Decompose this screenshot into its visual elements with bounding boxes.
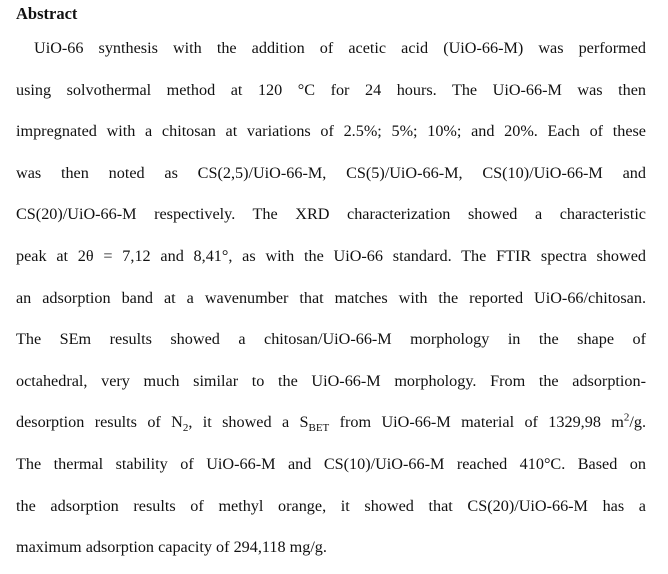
abstract-line: The SEm results showed a chitosan/UiO-66-M morphology in the shape of [16,330,646,349]
abstract-line: peak at 2θ = 7,12 and 8,41°, as with the UiO-66 standard. The FTIR spectra showed [16,246,646,265]
abstract-line: was then noted as CS(2,5)/UiO-66-M, CS(5)/UiO-66-M, CS(10)/UiO-66-M and [16,163,646,182]
abstract-line: using solvothermal method at 120 °C for 24 hours. The UiO-66-M was then [16,80,646,99]
line-text: desorption results of N [16,413,183,432]
abstract-body [16,28,658,569]
abstract-line: CS(20)/UiO-66-M respectively. The XRD characterization showed a characteristic [16,205,646,224]
abstract-line: impregnated with a chitosan at variations of 2.5%; 5%; 10%; and 20%. Each of these [16,122,646,141]
abstract-line: octahedral, very much similar to the UiO-66-M morphology. From the adsorption- [16,371,646,390]
line-text: , it showed a S [188,413,309,432]
abstract-line: The thermal stability of UiO-66-M and CS(10)/UiO-66-M reached 410°C. Based on [16,454,646,473]
subscript-bet: BET [308,422,330,435]
abstract-line: maximum adsorption capacity of 294,118 mg/g. [16,538,327,557]
line-text: /g. [629,413,647,432]
subscript-2: 2 [182,422,189,435]
superscript-2: 2 [623,411,630,424]
abstract-line: an adsorption band at a wavenumber that matches with the reported UiO-66/chitosan. [16,288,646,307]
abstract-line: UiO-66 synthesis with the addition of acetic acid (UiO-66-M) was performed [34,39,646,57]
abstract-line: the adsorption results of methyl orange, it showed that CS(20)/UiO-66-M has a [16,496,646,515]
line-text: from UiO-66-M material of 1329,98 m [329,413,624,432]
abstract-line-sbet [16,402,646,444]
abstract-heading: Abstract [16,4,78,23]
